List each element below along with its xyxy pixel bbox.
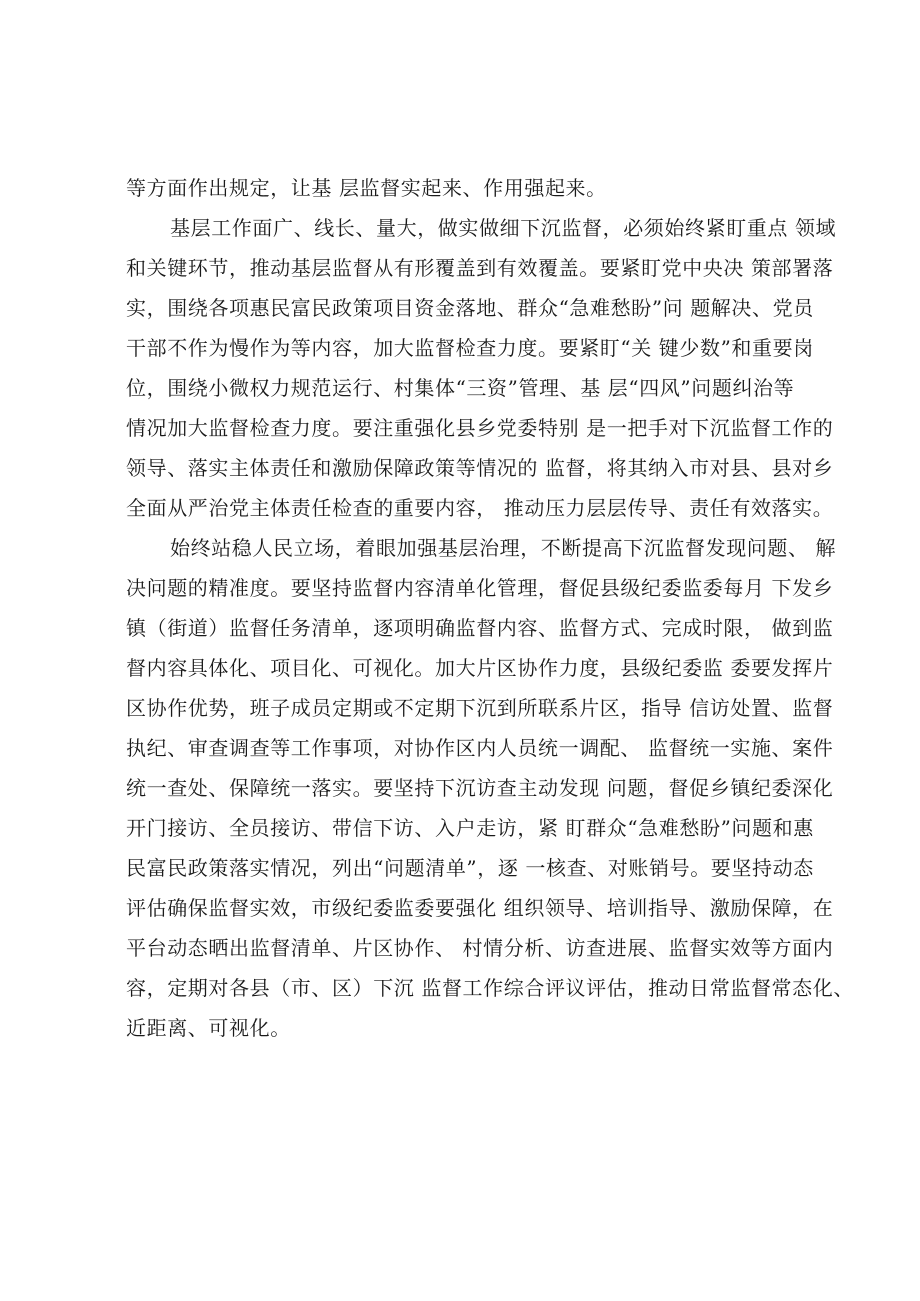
- text-line: 民富民政策落实情况，列出“问题清单”，逐 一核查、对账销号。要坚持动态: [126, 856, 814, 880]
- paragraph-first-line: 基层工作面广、线长、量大，做实做细下沉监督，必须始终紧盯重点 领域: [170, 216, 837, 240]
- text-line: 情况加大监督检查力度。要注重强化县乡党委特别 是一把手对下沉监督工作的: [126, 416, 834, 440]
- text-line: 干部不作为慢作为等内容，加大监督检查力度。要紧盯“关 键少数”和重要岗: [126, 336, 814, 360]
- text-line: 容，定期对各县（市、区）下沉 监督工作综合评议评估，推动日常监督常态化、: [126, 976, 854, 1000]
- text-line: 镇（街道）监督任务清单，逐项明确监督内容、监督方式、完成时限， 做到监: [126, 616, 834, 640]
- text-line: 全面从严治党主体责任检查的重要内容， 推动压力层层传导、责任有效落实。: [126, 496, 834, 520]
- text-line: 开门接访、全员接访、带信下访、入户走访，紧 盯群众“急难愁盼”问题和惠: [126, 816, 814, 840]
- text-line: 领导、落实主体责任和激励保障政策等情况的 监督，将其纳入市对县、县对乡: [126, 456, 834, 480]
- text-line: 和关键环节，推动基层监督从有形覆盖到有效覆盖。要紧盯党中央决 策部署落: [126, 256, 834, 280]
- text-line: 平台动态晒出监督清单、片区协作、 村情分析、访查进展、监督实效等方面内: [126, 936, 834, 960]
- text-line: 决问题的精准度。要坚持监督内容清单化管理，督促县级纪委监委每月 下发乡: [126, 576, 834, 600]
- body-text: [126, 168, 854, 1048]
- text-line: 区协作优势，班子成员定期或不定期下沉到所联系片区，指导 信访处置、监督: [126, 696, 834, 720]
- text-line: 等方面作出规定，让基 层监督实起来、作用强起来。: [126, 176, 607, 200]
- text-line: 统一查处、保障统一落实。要坚持下沉访查主动发现 问题，督促乡镇纪委深化: [126, 776, 834, 800]
- text-line: 实，围绕各项惠民富民政策项目资金落地、群众“急难愁盼”问 题解决、党员: [126, 296, 814, 320]
- text-line: 督内容具体化、项目化、可视化。加大片区协作力度，县级纪委监 委要发挥片: [126, 656, 834, 680]
- paragraph-first-line: 始终站稳人民立场，着眼加强基层治理，不断提高下沉监督发现问题、 解: [170, 536, 837, 560]
- text-line: 执纪、审查调查等工作事项，对协作区内人员统一调配、 监督统一实施、案件: [126, 736, 834, 760]
- text-line: 近距离、可视化。: [126, 1016, 291, 1040]
- text-line: 位，围绕小微权力规范运行、村集体“三资”管理、基 层“四风”问题纠治等: [126, 376, 795, 400]
- text-line: 评估确保监督实效，市级纪委监委要强化 组织领导、培训指导、激励保障，在: [126, 896, 834, 920]
